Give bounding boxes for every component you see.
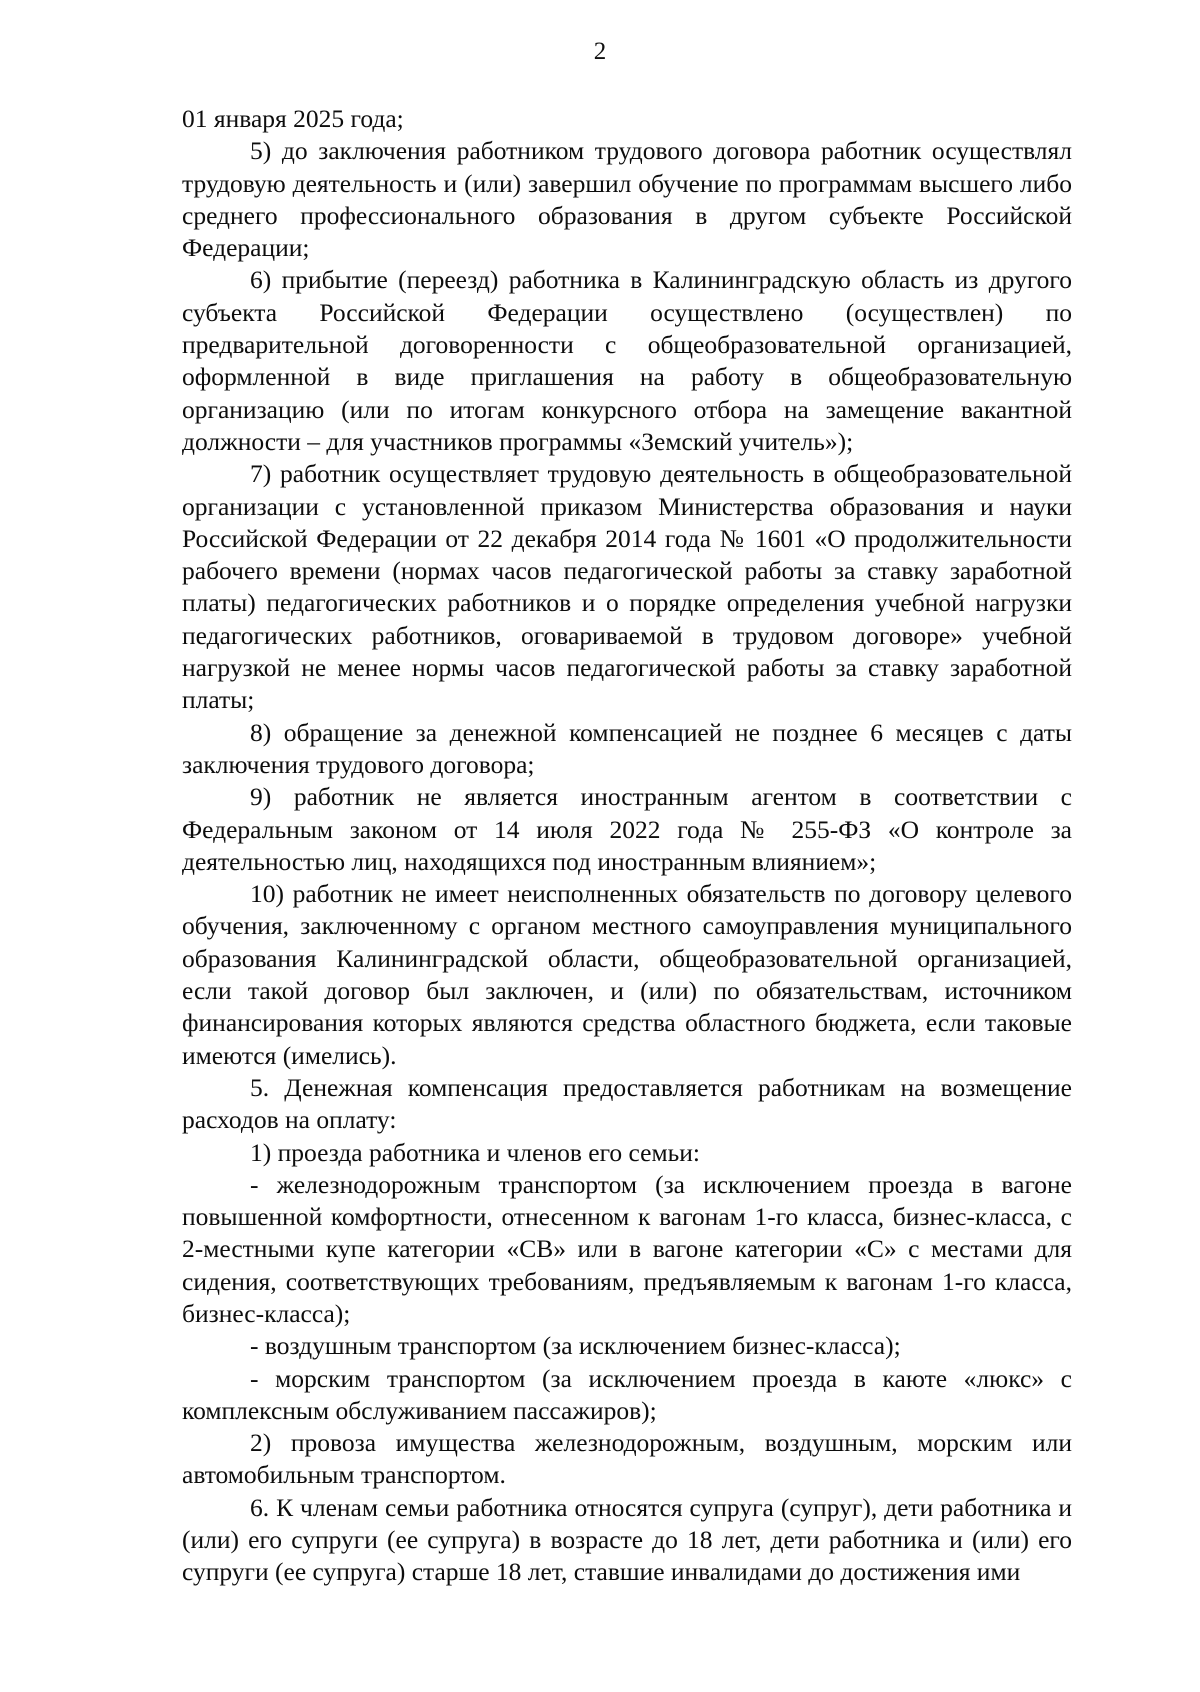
paragraph-item-10: 10) работник не имеет неисполненных обязательств по договору целевого обучения, заключенному с органом местного самоуправления муниципального образования Калининградской области, общеобразовательной организацией, если такой договор был заключен, и (или) по обязательствам, источником финансирования которых являются средства областного бюджета, если таковые имеются (имелись). — [182, 879, 1072, 1070]
paragraph-continuation-date: 01 января 2025 года; — [182, 104, 404, 133]
page-number: 2 — [593, 38, 607, 65]
paragraph-item-5: 5) до заключения работником трудового договора работник осуществлял трудовую деятельность и (или) завершил обучение по программам высшего либо среднего профессионального образования в другом субъекте Российской Федерации; — [182, 136, 1072, 263]
paragraph-sea-transport: - морским транспортом (за исключением проезда в каюте «люкс» с комплексным обслуживанием пассажиров); — [182, 1363, 1072, 1425]
paragraph-section-6: 6. К членам семьи работника относятся супруга (супруг), дети работника и (или) его супруги (ее супруга) в возрасте до 18 лет, дети работника и (или) его супруги (ее супруга) старше 18 лет, ставшие инвалидами до достижения ими — [182, 1492, 1072, 1587]
paragraph-air-transport: - воздушным транспортом (за исключением бизнес-класса); — [250, 1331, 901, 1361]
paragraph-section-5: 5. Денежная компенсация предоставляется работникам на возмещение расходов на оплату: — [182, 1072, 1072, 1135]
paragraph-item-7: 7) работник осуществляет трудовую деятельность в общеобразовательной организации с установленной приказом Министерства образования и науки Российской Федерации от 22 декабря 2014 года № 1601 «О продолжительности рабочего времени (нормах часов педагогической работы за ставку заработной платы) педагогических работников и о порядке определения учебной нагрузки педагогических работников, оговариваемой в трудовом договоре» учебной нагрузкой не менее нормы часов педагогической работы за ставку заработной платы; — [182, 459, 1072, 715]
document-body — [182, 103, 1072, 1589]
paragraph-subitem-2: 2) провоза имущества железнодорожным, воздушным, морским или автомобильным транспортом. — [182, 1428, 1072, 1490]
paragraph-item-8: 8) обращение за денежной компенсацией не позднее 6 месяцев с даты заключения трудового договора; — [182, 717, 1072, 779]
paragraph-subitem-1: 1) проезда работника и членов его семьи: — [250, 1137, 700, 1167]
paragraph-railway-transport: - железнодорожным транспортом (за исключением проезда в вагоне повышенной комфортности, отнесенном к вагонам 1-го класса, бизнес-класса, с 2-местными купе категории «СВ» или в вагоне категории «С» с местами для сидения, соответствующих требованиям, предъявляемым к вагонам 1-го класса, бизнес-класса); — [182, 1169, 1072, 1328]
paragraph-item-9: 9) работник не является иностранным агентом в соответствии с Федеральным законом от 14 июля 2022 года № 255-ФЗ «О контроле за деятельностью лиц, находящихся под иностранным влиянием»; — [182, 782, 1072, 876]
paragraph-item-6: 6) прибытие (переезд) работника в Калининградскую область из другого субъекта Российской Федерации осуществлено (осуществлен) по предварительной договоренности с общеобразовательной организацией, оформленной в виде приглашения на работу в общеобразовательную организацию (или по итогам конкурсного отбора на замещение вакантной должности – для участников программы «Земский учитель»); — [182, 265, 1072, 456]
